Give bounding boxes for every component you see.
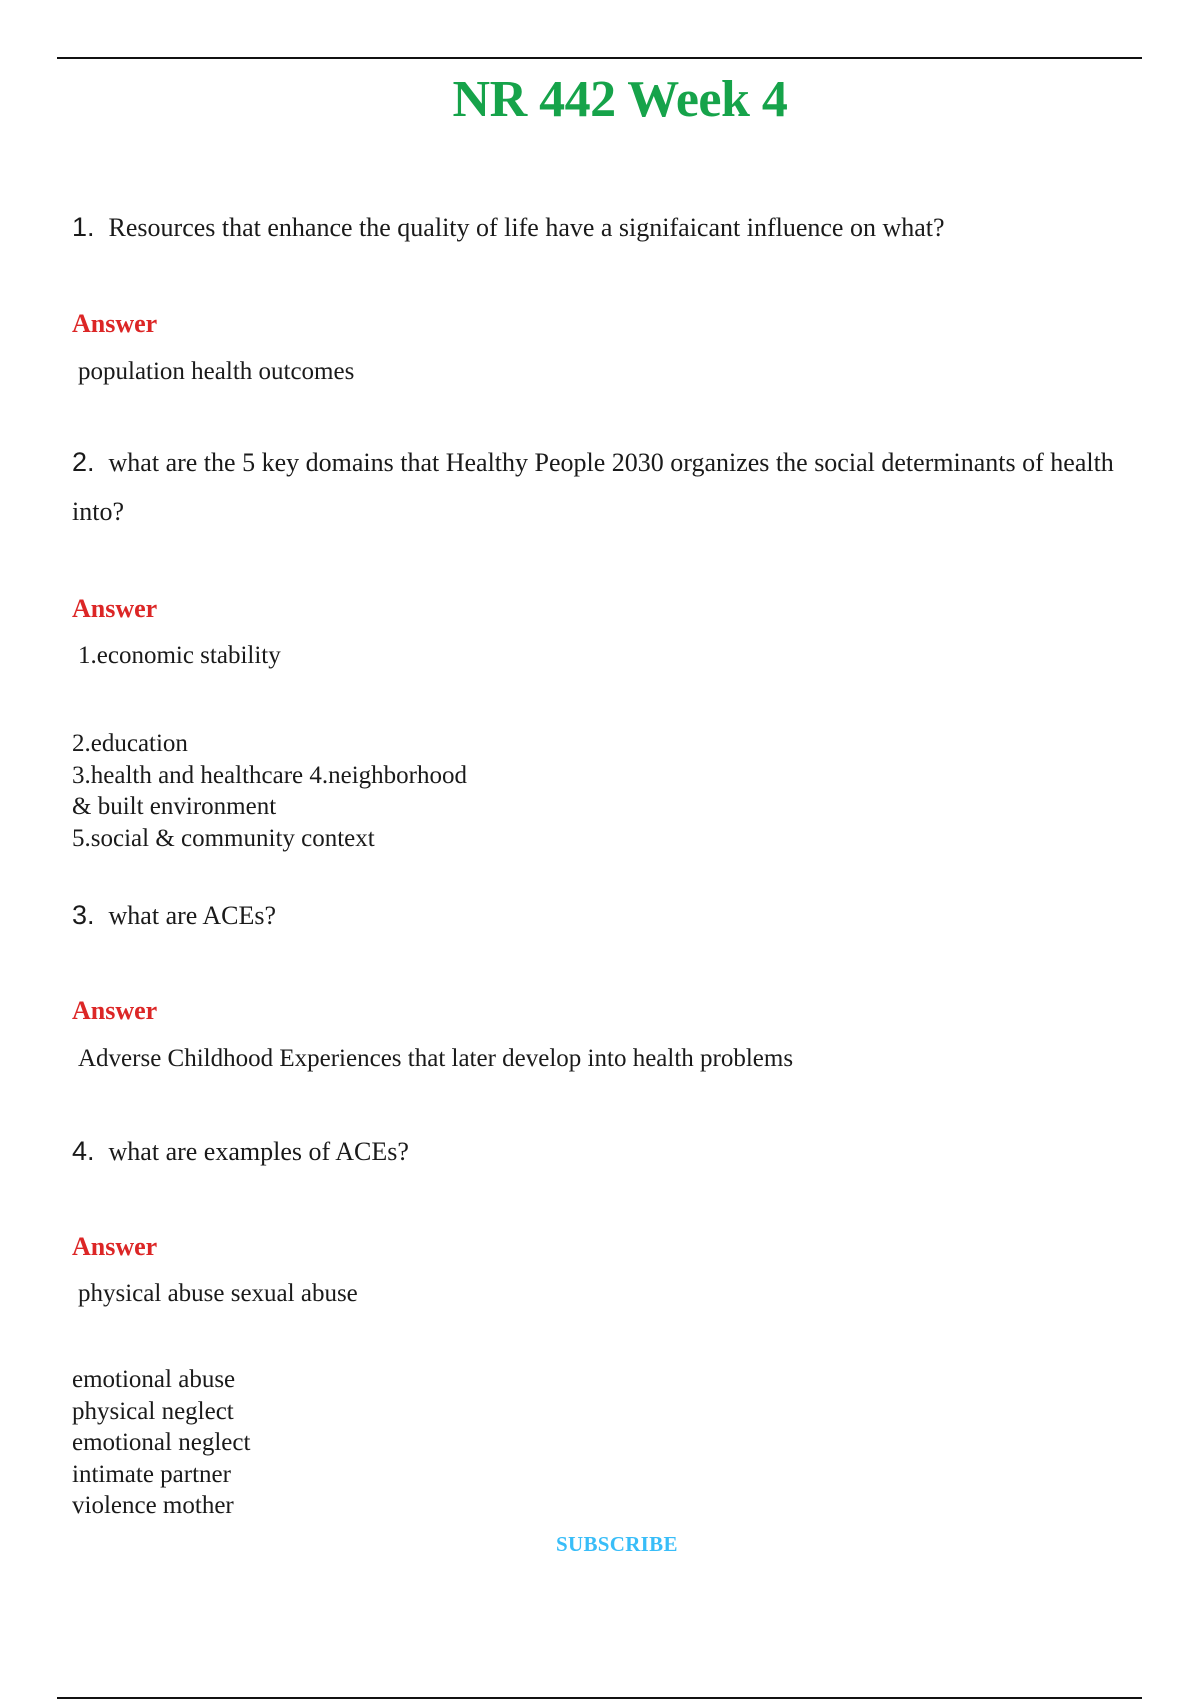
answer-2-first: 1.economic stability xyxy=(78,642,281,669)
question-text: what are ACEs? xyxy=(108,901,277,930)
answer-label-1: Answer xyxy=(72,309,158,338)
question-3 xyxy=(72,891,1142,940)
subscribe-link[interactable]: SUBSCRIBE xyxy=(556,1532,678,1556)
question-1 xyxy=(72,203,1142,252)
answer-line: emotional neglect xyxy=(72,1429,251,1456)
answer-3: Adverse Childhood Experiences that later develop into health problems xyxy=(78,1045,794,1072)
answer-line: 2.education xyxy=(72,730,188,757)
question-text: what are examples of ACEs? xyxy=(108,1137,409,1166)
document-title: NR 442 Week 4 xyxy=(452,71,788,128)
question-text: what are the 5 key domains that Healthy People 2030 organizes the social determinants of health into? xyxy=(72,448,1114,526)
question-2 xyxy=(72,438,1142,536)
answer-line: violence mother xyxy=(72,1492,234,1519)
answer-line: physical neglect xyxy=(72,1397,234,1425)
question-number: 1. xyxy=(72,212,95,242)
answer-4-list xyxy=(72,1364,250,1522)
answer-label-3: Answer xyxy=(72,996,158,1025)
answer-line: 5.social & community context xyxy=(72,824,375,852)
answer-line: 3.health and healthcare 4.neighborhood xyxy=(72,761,467,789)
question-number: 4. xyxy=(72,1136,95,1166)
question-4 xyxy=(72,1127,1142,1176)
top-rule xyxy=(57,57,1142,59)
answer-4-first: physical abuse sexual abuse xyxy=(78,1280,358,1307)
question-text: Resources that enhance the quality of life have a signifaicant influence on what? xyxy=(108,213,945,242)
answer-1: population health outcomes xyxy=(78,358,355,385)
answer-2-list xyxy=(72,728,467,854)
answer-line: & built environment xyxy=(72,793,277,820)
answer-line: intimate partner xyxy=(72,1460,231,1488)
question-number: 3. xyxy=(72,900,95,930)
answer-label-4: Answer xyxy=(72,1232,158,1261)
answer-line: emotional abuse xyxy=(72,1366,236,1393)
answer-label-2: Answer xyxy=(72,594,158,623)
bottom-rule xyxy=(57,1697,1142,1699)
question-number: 2. xyxy=(72,447,95,477)
